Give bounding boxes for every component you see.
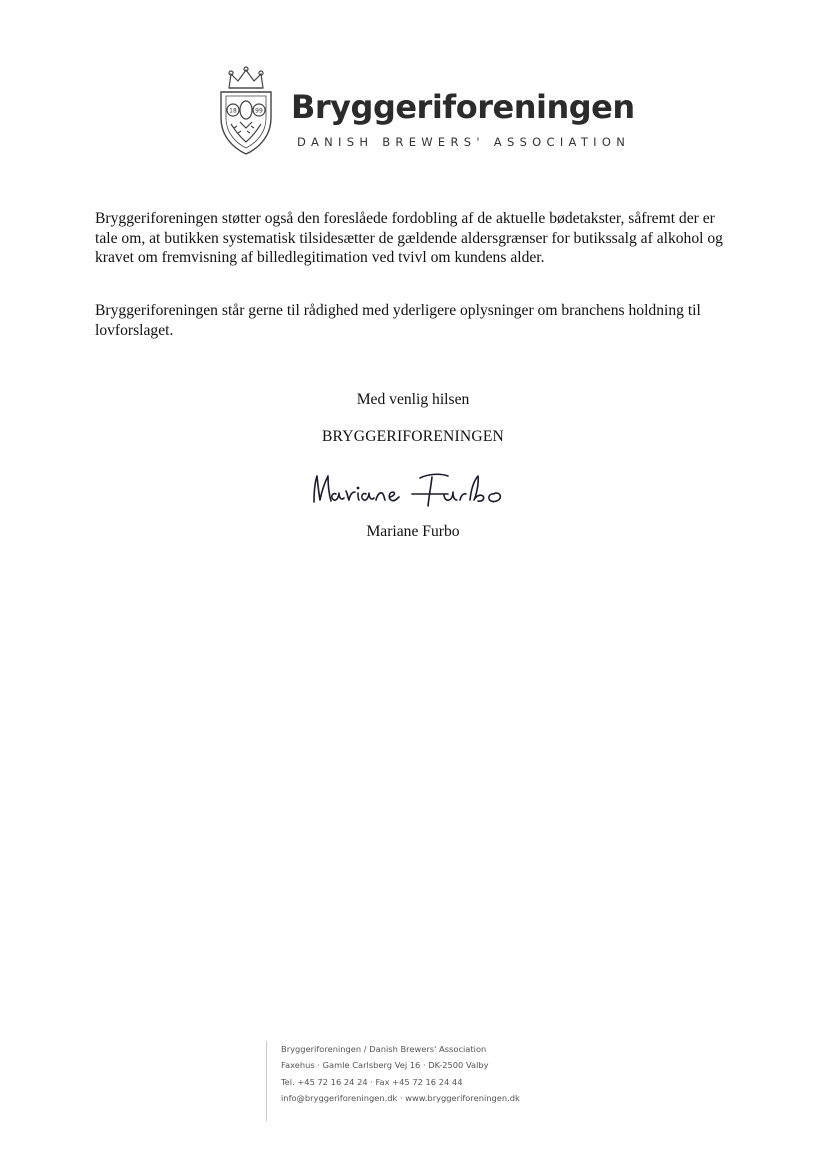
footer-line-2: Faxehus · Gamle Carlsberg Vej 16 · DK-2500 Valby [281,1060,489,1071]
handwritten-signature [308,460,518,516]
letterhead [215,66,635,158]
body-paragraph-1: Bryggeriforeningen støtter også den foreslåede fordobling af de aktuelle bødetakster, såfremt der er tale om, at butikken systematisk tilsidesætter de gældende aldersgrænser for butikssalg af alkohol og kravet om fremvisning af billedlegitimation ved tvivl om kundens alder. [95,210,723,267]
crest-year-right: 99 [255,107,263,115]
footer-line-3: Tel. +45 72 16 24 24 · Fax +45 72 16 24 44 [281,1076,463,1087]
footer-line-4: info@bryggeriforeningen.dk · www.bryggeriforeningen.dk [281,1092,520,1103]
footer [281,1041,520,1106]
brand-name: Bryggeriforeningen [291,88,635,126]
closing-organization: BRYGGERIFORENINGEN [321,428,505,445]
closing-greeting: Med venlig hilsen [356,391,470,408]
crest-logo [215,66,277,158]
body-paragraph-2: Bryggeriforeningen står gerne til rådighed med yderligere oplysninger om branchens holdning til lovforslaget. [95,302,701,339]
signer-name: Mariane Furbo [366,523,460,540]
footer-line-1: Bryggeriforeningen / Danish Brewers' Association [281,1044,487,1054]
crest-year-left: 18 [229,107,237,115]
brand-subtitle: DANISH BREWERS' ASSOCIATION [297,135,631,149]
footer-divider [266,1041,267,1121]
